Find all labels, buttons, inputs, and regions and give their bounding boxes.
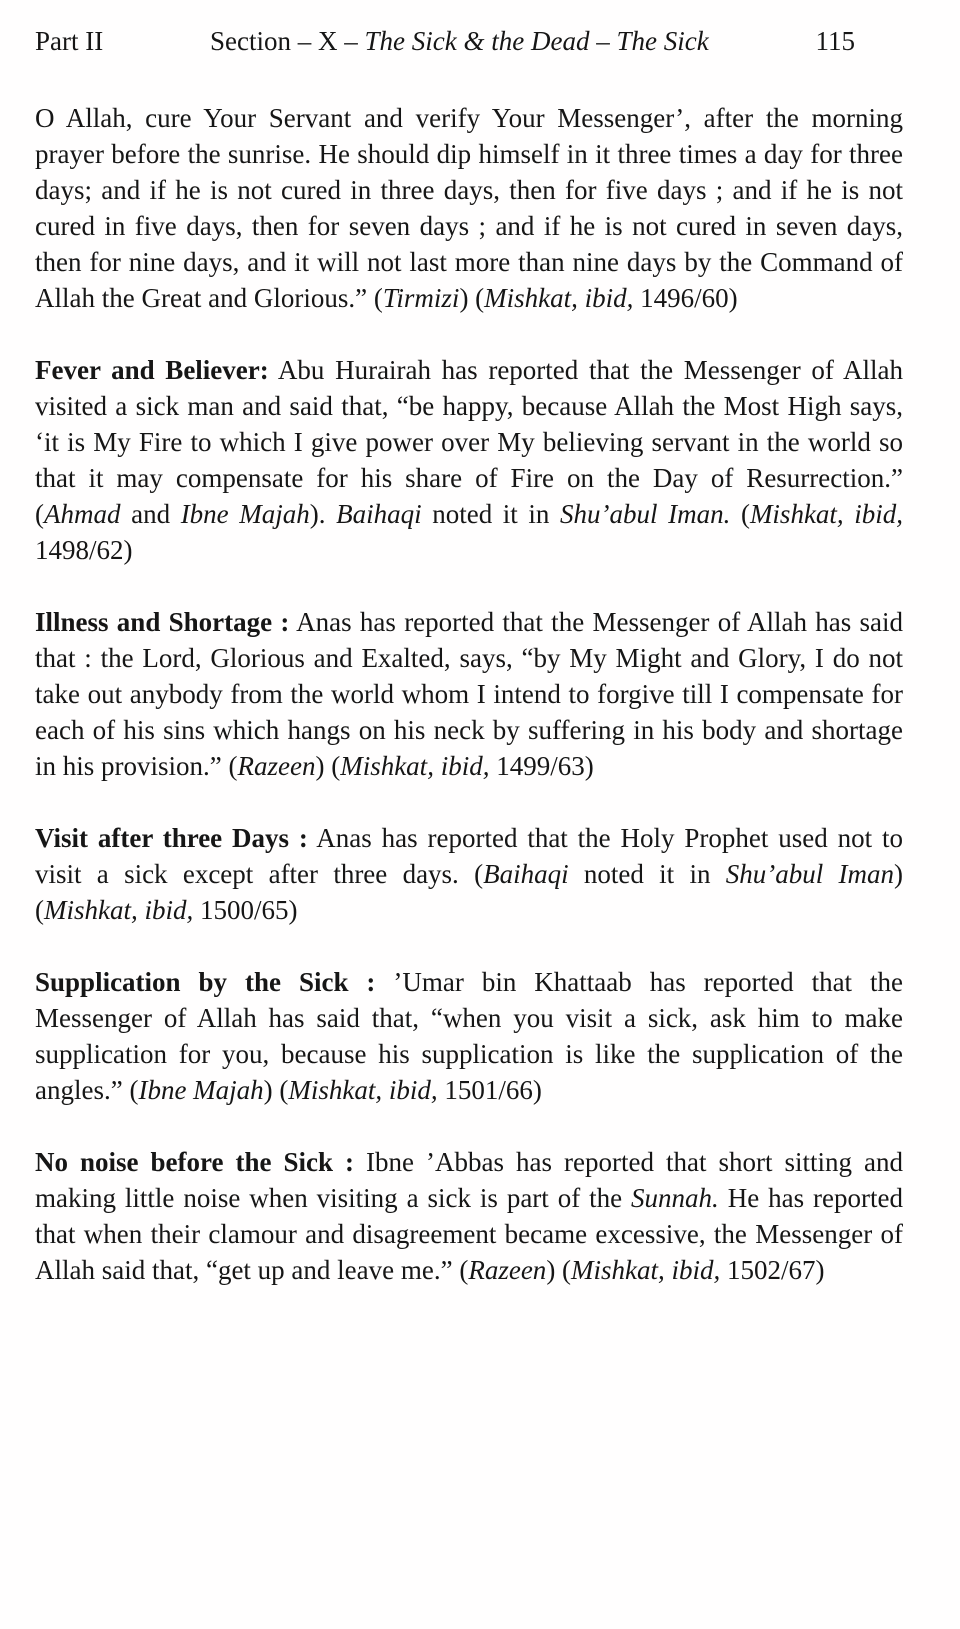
text-run: 1499/63) (489, 751, 594, 781)
text-run: Ahmad (44, 499, 121, 529)
text-run: Tirmizi (382, 283, 460, 313)
text-run: Razeen (237, 751, 316, 781)
text-run: 1498/62) (35, 535, 133, 565)
text-run: noted it in (421, 499, 560, 529)
text-run: No noise before the Sick : (35, 1147, 355, 1177)
paragraph (35, 820, 903, 928)
text-run: ( (730, 499, 750, 529)
paragraph (35, 100, 903, 316)
text-run: ) ( (35, 859, 904, 925)
text-run: Sunnah. (631, 1183, 719, 1213)
page-body (35, 100, 903, 1288)
text-run: 1501/66) (437, 1075, 542, 1105)
text-run: Mishkat, ibid, (340, 751, 490, 781)
text-run: Ibne ’Abbas has reported that short sitting and making little noise when visiting a sick is part of the (35, 1147, 903, 1213)
text-run: Ibne Majah (138, 1075, 264, 1105)
text-run: Mishkat, ibid, (571, 1255, 721, 1285)
text-run: noted it in (568, 859, 726, 889)
text-run: Illness and Shortage : (35, 607, 290, 637)
text-run: Mishkat, ibid, (749, 499, 904, 529)
text-run: Razeen (468, 1255, 547, 1285)
text-run: ). (309, 499, 337, 529)
text-run: He has reported that when their clamour and disagreement became excessive, the Messenger of Allah said that, “get up and leave me.” ( (35, 1183, 903, 1285)
text-run: Supplication by the Sick : (35, 967, 376, 997)
text-run: ) ( (459, 283, 485, 313)
part-label: Part II (35, 26, 104, 56)
text-run: Anas has reported that the Holy Prophet used not to visit a sick except after three days. ( (35, 823, 903, 889)
text-run: Shu’abul Iman. (560, 499, 731, 529)
section-title (210, 24, 709, 58)
text-run: ) ( (315, 751, 341, 781)
text-run: 1496/60) (633, 283, 738, 313)
text-run: ’Umar bin Khattaab has reported that the Messenger of Allah has said that, “when you visit a sick, ask him to make supplication for you, because his supplication is like the supplication of the angles.” ( (35, 967, 904, 1105)
paragraph (35, 964, 903, 1108)
text-run: Visit after three Days : (35, 823, 308, 853)
text-run: Anas has reported that the Messenger of Allah has said that : the Lord, Glorious and Exalted, says, “by My Might and Glory, I do not take out anybody from the world whom I intend to forgive till I compensate for each of his sins which hangs on his neck by suffering in his body and shortage in his provision.” ( (35, 607, 903, 781)
paragraph (35, 352, 903, 568)
text-run: Mishkat, ibid, (44, 895, 194, 925)
text-run: Mishkat, ibid, (288, 1075, 438, 1105)
text-run: and (120, 499, 181, 529)
text-run: Abu Hurairah has reported that the Messenger of Allah visited a sick man and said that, “be happy, because Allah the Most High says, ‘it is My Fire to which I give power over My believing servant in the world so that it may compensate for his share of Fire on the Day of Resurrection.” ( (35, 355, 903, 529)
text-run: 1500/65) (193, 895, 298, 925)
text-run: Ibne Majah (180, 499, 310, 529)
text-run: Mishkat, ibid, (484, 283, 634, 313)
text-run: O Allah, cure Your Servant and verify Your Messenger’, after the morning prayer before the sunrise. He should dip himself in it three times a day for three days; and if he is not cured in three days, then for five days ; and if he is not cured in five days, then for seven days ; and if he is not cured in seven days, then for nine days, and it will not last more than nine days by the Command of Allah the Great and Glorious.” ( (35, 103, 903, 313)
text-run: 1502/67) (720, 1255, 825, 1285)
text-run: ) ( (546, 1255, 572, 1285)
text-run: ) ( (263, 1075, 289, 1105)
text-run: Baihaqi (483, 859, 569, 889)
text-run: Fever and Believer: (35, 355, 269, 385)
text-run: Shu’abul Iman (725, 859, 895, 889)
section-prefix: Section – X – (210, 26, 365, 56)
page-number: 115 (815, 26, 855, 56)
page-header (35, 24, 903, 58)
section-title-italic: The Sick & the Dead – The Sick (364, 26, 709, 56)
paragraph (35, 1144, 903, 1288)
paragraph (35, 604, 903, 784)
text-run: Baihaqi (336, 499, 422, 529)
